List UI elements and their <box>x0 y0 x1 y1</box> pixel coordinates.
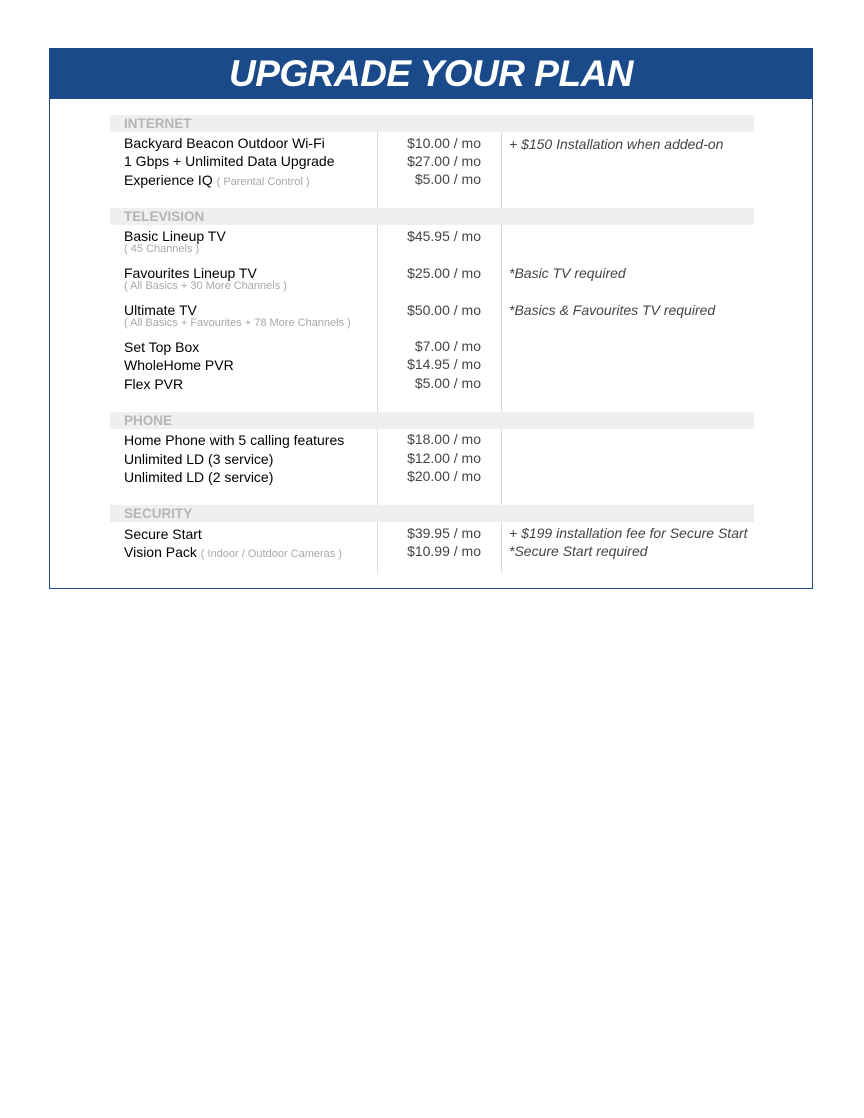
item-name: Unlimited LD (3 service) <box>124 451 274 467</box>
item-name: Set Top Box <box>124 339 200 355</box>
item-name: Experience IQ <box>124 172 213 188</box>
item-note: ( Parental Control ) <box>216 176 310 188</box>
section-label-security: SECURITY <box>124 506 193 521</box>
item-remark: *Basic TV required <box>509 265 626 281</box>
item-name: Unlimited LD (2 service) <box>124 469 274 485</box>
item-remark: *Secure Start required <box>509 543 648 559</box>
item-name: WholeHome PVR <box>124 357 234 373</box>
item-name: Secure Start <box>124 526 202 542</box>
item-price: $39.95 / mo <box>407 525 481 541</box>
section-band-phone <box>110 412 754 429</box>
item-price: $14.95 / mo <box>407 356 481 372</box>
item-price: $5.00 / mo <box>414 375 481 391</box>
item-remark: + $150 Installation when added-on <box>509 136 724 152</box>
item-name: Flex PVR <box>124 376 184 392</box>
section-label-internet: INTERNET <box>124 116 192 131</box>
item-name: Home Phone with 5 calling features <box>124 432 345 448</box>
item-price: $10.00 / mo <box>407 135 481 151</box>
item-price: $12.00 / mo <box>407 450 481 466</box>
item-name: Basic Lineup TV <box>124 228 226 244</box>
section-band-security <box>110 505 754 522</box>
item-price: $25.00 / mo <box>407 265 481 281</box>
section-band-television <box>110 208 754 225</box>
item-name: Ultimate TV <box>124 302 197 318</box>
section-band-internet <box>110 115 754 132</box>
item-price: $27.00 / mo <box>407 153 481 169</box>
item-price: $20.00 / mo <box>407 468 481 484</box>
item-price: $18.00 / mo <box>407 431 481 447</box>
item-name: Favourites Lineup TV <box>124 265 257 281</box>
item-remark: + $199 installation fee for Secure Start <box>509 525 748 541</box>
item-remark: *Basics & Favourites TV required <box>509 302 716 318</box>
upgrade-plan-card <box>49 48 813 589</box>
title-banner <box>50 49 812 99</box>
item-price: $50.00 / mo <box>407 302 481 318</box>
item-price: $5.00 / mo <box>414 171 481 187</box>
item-name: Backyard Beacon Outdoor Wi-Fi <box>124 135 325 151</box>
item-sub-note: ( All Basics + 30 More Channels ) <box>124 280 287 292</box>
item-price: $10.99 / mo <box>407 543 481 559</box>
item-row <box>124 171 310 191</box>
item-row <box>124 543 342 563</box>
item-note: ( Indoor / Outdoor Cameras ) <box>200 548 343 560</box>
section-label-television: TELEVISION <box>124 209 205 224</box>
section-label-phone: PHONE <box>124 413 173 428</box>
page-title: UPGRADE YOUR PLAN <box>228 53 634 94</box>
item-sub-note: ( All Basics + Favourites + 78 More Channels ) <box>124 317 351 329</box>
item-name: 1 Gbps + Unlimited Data Upgrade <box>124 153 335 169</box>
item-price: $7.00 / mo <box>414 338 481 354</box>
item-price: $45.95 / mo <box>407 228 481 244</box>
item-name: Vision Pack <box>124 544 197 560</box>
item-sub-note: ( 45 Channels ) <box>124 243 200 255</box>
